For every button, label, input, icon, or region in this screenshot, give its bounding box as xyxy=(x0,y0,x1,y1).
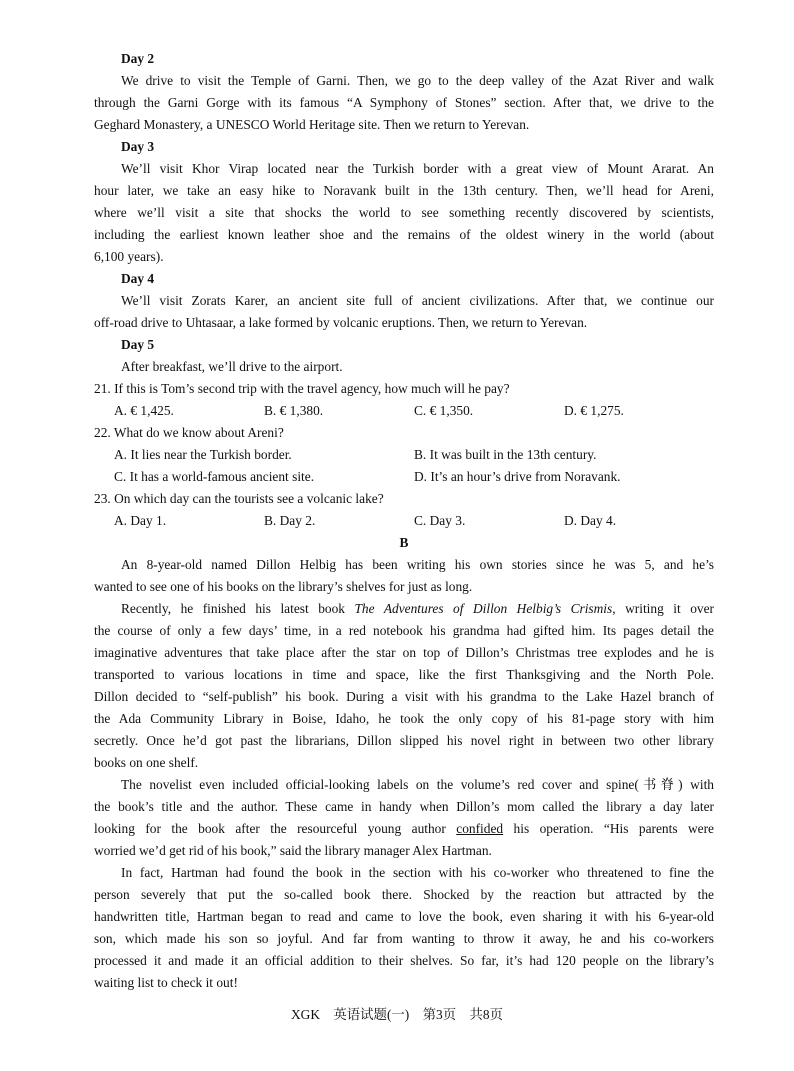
section-title: B xyxy=(399,535,409,550)
text-line: person severely that put the so-called book there. Shocked by the reaction but attracted by the xyxy=(94,887,714,902)
option-b[interactable]: B. It was built in the 13th century. xyxy=(414,447,597,462)
text-line: including the earliest known leather shoe and the remains of the oldest winery in the world (about xyxy=(94,227,714,242)
options-22-row1 xyxy=(94,444,714,466)
exam-page xyxy=(94,48,714,994)
text-line: books on one shelf. xyxy=(94,755,199,770)
underlined-word: confided xyxy=(456,821,504,836)
text-line: hour later, we take an easy hike to Noravank built in the 13th century. Then, we’ll head for Areni, xyxy=(94,183,714,198)
text-line xyxy=(94,818,714,840)
option-a[interactable]: A. Day 1. xyxy=(114,513,167,528)
option-b[interactable]: B. Day 2. xyxy=(264,513,316,528)
text-fragment: , writing it over xyxy=(612,601,714,616)
text-line: Dillon decided to “self-publish” his book. During a visit with his grandma to the Lake Hazel branch of xyxy=(94,689,714,704)
text-line: worried we’d get rid of his book,” said the library manager Alex Hartman. xyxy=(94,843,492,858)
text-line: The novelist even included official-looking labels on the volume’s red cover and spine(书脊) with xyxy=(121,777,714,792)
text-line: We drive to visit the Temple of Garni. Then, we go to the deep valley of the Azat River and walk xyxy=(121,73,714,88)
page-footer: XGK 英语试题(一) 第3页 共8页 xyxy=(290,1007,503,1022)
question-22: 22. What do we know about Areni? xyxy=(94,425,284,440)
question-23: 23. On which day can the tourists see a volcanic lake? xyxy=(94,491,384,506)
text-fragment: Recently, he finished his latest book xyxy=(121,601,355,616)
day-heading: Day 5 xyxy=(121,337,155,352)
option-a[interactable]: A. € 1,425. xyxy=(114,403,174,418)
option-b[interactable]: B. € 1,380. xyxy=(264,403,324,418)
day-heading: Day 4 xyxy=(121,271,155,286)
text-line: processed it and made it an official addition to their shelves. So far, it’s had 120 people on the library’s xyxy=(94,953,714,968)
text-line: through the Garni Gorge with its famous “A Symphony of Stones” section. After that, we drive to the xyxy=(94,95,714,110)
option-d[interactable]: D. It’s an hour’s drive from Noravank. xyxy=(414,469,621,484)
text-line: wanted to see one of his books on the library’s shelves for just as long. xyxy=(94,579,473,594)
text-line: imaginative adventures that take place after the star on top of Dillon’s Christmas tree explodes and he is xyxy=(94,645,714,660)
text-fragment: his operation. “His parents were xyxy=(503,821,714,836)
text-line: handwritten title, Hartman began to read and came to love the book, even sharing it with his 6-year-old xyxy=(94,909,714,924)
text-line: We’ll visit Khor Virap located near the Turkish border with a great view of Mount Ararat. An xyxy=(121,161,714,176)
question-21: 21. If this is Tom’s second trip with the travel agency, how much will he pay? xyxy=(94,381,510,396)
text-line: son, which made his son so joyful. And far from wanting to throw it away, he and his co-workers xyxy=(94,931,714,946)
option-a[interactable]: A. It lies near the Turkish border. xyxy=(114,447,292,462)
book-title: The Adventures of Dillon Helbig’s Crismis xyxy=(354,601,613,616)
option-c[interactable]: C. It has a world-famous ancient site. xyxy=(114,469,315,484)
text-line: where we’ll visit a site that shocks the world to see something recently discovered by scientists, xyxy=(94,205,714,220)
options-22-row2 xyxy=(94,466,714,488)
text-line: An 8-year-old named Dillon Helbig has been writing his own stories since he was 5, and he’s xyxy=(121,557,714,572)
option-d[interactable]: D. Day 4. xyxy=(564,513,617,528)
options-21 xyxy=(94,400,714,422)
text-line xyxy=(94,598,714,620)
text-line: secretly. Once he’d got past the librarians, Dillon slipped his novel right in between two other library xyxy=(94,733,714,748)
text-line: After breakfast, we’ll drive to the airport. xyxy=(121,359,343,374)
text-line: Geghard Monastery, a UNESCO World Heritage site. Then we return to Yerevan. xyxy=(94,117,530,132)
text-line: the Ada Community Library in Boise, Idaho, he took the only copy of his 81-page story with him xyxy=(94,711,714,726)
text-line: 6,100 years). xyxy=(94,249,164,264)
option-c[interactable]: C. € 1,350. xyxy=(414,403,474,418)
option-d[interactable]: D. € 1,275. xyxy=(564,403,624,418)
option-c[interactable]: C. Day 3. xyxy=(414,513,466,528)
text-line: In fact, Hartman had found the book in the section with his co-worker who threatened to fine the xyxy=(121,865,714,880)
options-23 xyxy=(94,510,714,532)
day-heading: Day 2 xyxy=(121,51,155,66)
text-line: transported to various locations in time and space, like the first Thanksgiving and the North Pole. xyxy=(94,667,714,682)
text-fragment: looking for the book after the resourceful young author xyxy=(94,821,457,836)
text-line: off-road drive to Uhtasaar, a lake formed by volcanic eruptions. Then, we return to Yerevan. xyxy=(94,315,588,330)
day-heading: Day 3 xyxy=(121,139,155,154)
text-line: waiting list to check it out! xyxy=(94,975,238,990)
text-line: the book’s title and the author. These came in handy when Dillon’s mom called the library a day later xyxy=(94,799,714,814)
text-line: the course of only a few days’ time, in a red notebook his grandma had gifted him. Its pages detail the xyxy=(94,623,714,638)
text-line: We’ll visit Zorats Karer, an ancient site full of ancient civilizations. After that, we continue our xyxy=(121,293,714,308)
